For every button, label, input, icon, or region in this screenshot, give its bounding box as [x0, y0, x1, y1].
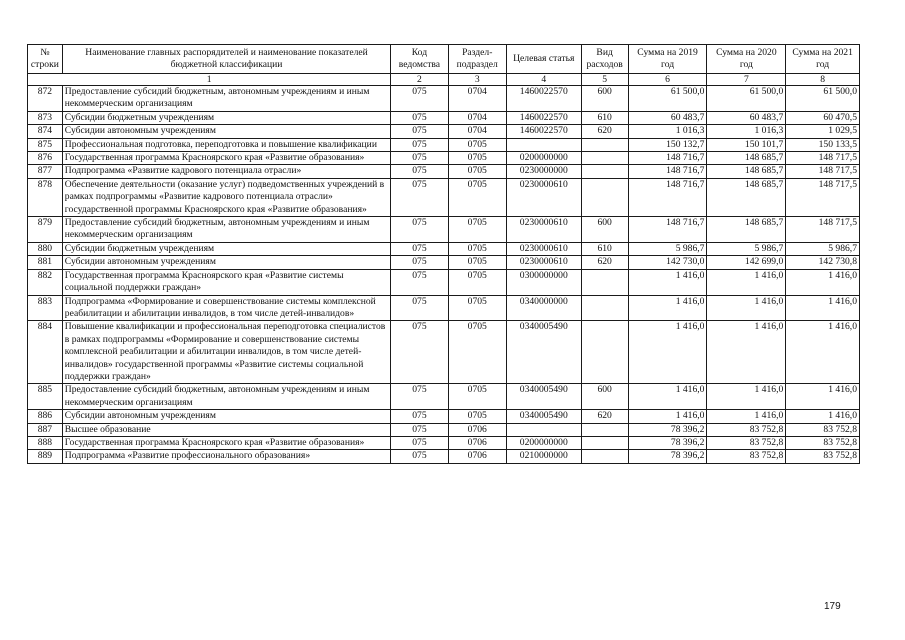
cell-name: Подпрограмма «Развитие кадрового потенциала отрасли» [62, 165, 391, 178]
cell-dept-code: 075 [391, 269, 448, 295]
cell-expense-type: 620 [581, 410, 628, 423]
cell-sum-2020: 1 416,0 [707, 295, 786, 321]
cell-dept-code: 075 [391, 111, 448, 124]
cell-row-number: 888 [28, 436, 63, 449]
cell-expense-type [581, 321, 628, 384]
table-row [28, 410, 860, 423]
cell-row-number: 878 [28, 178, 63, 216]
cell-sum-2019: 78 396,2 [628, 423, 707, 436]
cell-sum-2021: 148 717,5 [786, 217, 860, 243]
cell-expense-type [581, 269, 628, 295]
cell-sum-2019: 1 416,0 [628, 410, 707, 423]
cell-section: 0705 [448, 384, 506, 410]
cell-section: 0706 [448, 450, 506, 463]
cell-section: 0705 [448, 217, 506, 243]
cell-row-number: 883 [28, 295, 63, 321]
header-target-item: Целевая статья [506, 45, 581, 74]
table-row [28, 125, 860, 138]
cell-sum-2019: 142 730,0 [628, 256, 707, 269]
cell-sum-2021: 148 717,5 [786, 178, 860, 216]
cell-sum-2021: 61 500,0 [786, 86, 860, 112]
cell-sum-2020: 1 016,3 [707, 125, 786, 138]
cell-section: 0705 [448, 295, 506, 321]
cell-row-number: 877 [28, 165, 63, 178]
cell-target-item: 0340000000 [506, 295, 581, 321]
cell-target-item: 0200000000 [506, 152, 581, 165]
cell-name: Субсидии автономным учреждениям [62, 125, 391, 138]
cell-sum-2019: 61 500,0 [628, 86, 707, 112]
cell-target-item: 0230000000 [506, 165, 581, 178]
cell-name: Субсидии бюджетным учреждениям [62, 111, 391, 124]
column-number: 3 [448, 74, 506, 86]
cell-row-number: 875 [28, 138, 63, 151]
cell-name: Субсидии бюджетным учреждениям [62, 242, 391, 255]
cell-dept-code: 075 [391, 295, 448, 321]
cell-expense-type: 610 [581, 242, 628, 255]
cell-sum-2021: 83 752,8 [786, 436, 860, 449]
cell-name: Государственная программа Красноярского края «Развитие образования» [62, 152, 391, 165]
cell-expense-type: 620 [581, 125, 628, 138]
table-row [28, 111, 860, 124]
cell-sum-2019: 1 416,0 [628, 269, 707, 295]
header-name: Наименование главных распорядителей и наименование показателей бюджетной классификации [62, 45, 391, 74]
column-number-row [28, 74, 860, 86]
cell-expense-type [581, 165, 628, 178]
cell-sum-2020: 83 752,8 [707, 450, 786, 463]
table-row [28, 384, 860, 410]
column-number: 7 [707, 74, 786, 86]
table-row [28, 269, 860, 295]
cell-expense-type [581, 450, 628, 463]
cell-name: Предоставление субсидий бюджетным, автономным учреждениям и иным некоммерческим организациям [62, 384, 391, 410]
header-sum-2020: Сумма на 2020 год [707, 45, 786, 74]
cell-target-item: 0300000000 [506, 269, 581, 295]
cell-sum-2020: 148 685,7 [707, 178, 786, 216]
cell-section: 0705 [448, 256, 506, 269]
cell-section: 0705 [448, 178, 506, 216]
table-row [28, 423, 860, 436]
cell-sum-2020: 1 416,0 [707, 321, 786, 384]
header-dept-code: Код ведомства [391, 45, 448, 74]
cell-name: Высшее образование [62, 423, 391, 436]
cell-section: 0705 [448, 138, 506, 151]
column-number: 6 [628, 74, 707, 86]
cell-name: Повышение квалификации и профессиональная переподготовка специалистов в рамках подпрограммы «Формирование и совершенствование системы комплексной реабилитации и абилитации инвалидов, в том числе детей-инвалидов» государственной программы «Развитие системы социальной поддержки граждан» [62, 321, 391, 384]
cell-sum-2021: 83 752,8 [786, 450, 860, 463]
cell-sum-2019: 150 132,7 [628, 138, 707, 151]
cell-expense-type [581, 178, 628, 216]
cell-sum-2021: 1 416,0 [786, 384, 860, 410]
header-sum-2021: Сумма на 2021 год [786, 45, 860, 74]
cell-sum-2019: 148 716,7 [628, 217, 707, 243]
cell-dept-code: 075 [391, 242, 448, 255]
cell-row-number: 889 [28, 450, 63, 463]
cell-row-number: 876 [28, 152, 63, 165]
cell-row-number: 884 [28, 321, 63, 384]
cell-sum-2021: 1 029,5 [786, 125, 860, 138]
cell-sum-2020: 148 685,7 [707, 152, 786, 165]
cell-sum-2020: 60 483,7 [707, 111, 786, 124]
cell-sum-2019: 1 016,3 [628, 125, 707, 138]
header-sum-2019: Сумма на 2019 год [628, 45, 707, 74]
cell-name: Государственная программа Красноярского края «Развитие образования» [62, 436, 391, 449]
cell-sum-2020: 83 752,8 [707, 436, 786, 449]
cell-sum-2020: 1 416,0 [707, 384, 786, 410]
table-row [28, 178, 860, 216]
cell-expense-type [581, 436, 628, 449]
cell-target-item: 0340005490 [506, 410, 581, 423]
cell-sum-2020: 61 500,0 [707, 86, 786, 112]
table-row [28, 450, 860, 463]
header-section: Раздел-подраздел [448, 45, 506, 74]
cell-sum-2019: 148 716,7 [628, 165, 707, 178]
cell-expense-type: 610 [581, 111, 628, 124]
column-number: 1 [28, 74, 391, 86]
cell-target-item: 1460022570 [506, 86, 581, 112]
column-number: 2 [391, 74, 448, 86]
table-row [28, 321, 860, 384]
header-expense-type: Вид расходов [581, 45, 628, 74]
cell-sum-2021: 148 717,5 [786, 152, 860, 165]
cell-name: Предоставление субсидий бюджетным, автономным учреждениям и иным некоммерческим организациям [62, 86, 391, 112]
table-row [28, 256, 860, 269]
cell-sum-2021: 1 416,0 [786, 269, 860, 295]
cell-sum-2021: 5 986,7 [786, 242, 860, 255]
cell-sum-2021: 150 133,5 [786, 138, 860, 151]
cell-section: 0705 [448, 269, 506, 295]
budget-table [27, 44, 860, 464]
table-row [28, 152, 860, 165]
cell-expense-type: 600 [581, 86, 628, 112]
cell-name: Подпрограмма «Развитие профессионального образования» [62, 450, 391, 463]
cell-row-number: 873 [28, 111, 63, 124]
cell-sum-2021: 60 470,5 [786, 111, 860, 124]
cell-sum-2019: 5 986,7 [628, 242, 707, 255]
cell-target-item: 0340005490 [506, 321, 581, 384]
cell-expense-type [581, 423, 628, 436]
cell-target-item: 0230000610 [506, 256, 581, 269]
cell-name: Субсидии автономным учреждениям [62, 256, 391, 269]
cell-section: 0706 [448, 423, 506, 436]
cell-sum-2019: 148 716,7 [628, 152, 707, 165]
cell-name: Субсидии автономным учреждениям [62, 410, 391, 423]
cell-sum-2020: 1 416,0 [707, 269, 786, 295]
cell-expense-type: 600 [581, 217, 628, 243]
column-number: 8 [786, 74, 860, 86]
cell-sum-2020: 148 685,7 [707, 165, 786, 178]
cell-name: Предоставление субсидий бюджетным, автономным учреждениям и иным некоммерческим организациям [62, 217, 391, 243]
cell-row-number: 874 [28, 125, 63, 138]
cell-sum-2019: 1 416,0 [628, 295, 707, 321]
cell-dept-code: 075 [391, 321, 448, 384]
table-row [28, 295, 860, 321]
cell-target-item: 1460022570 [506, 111, 581, 124]
cell-sum-2020: 83 752,8 [707, 423, 786, 436]
cell-target-item: 0230000610 [506, 217, 581, 243]
table-row [28, 436, 860, 449]
cell-section: 0705 [448, 165, 506, 178]
cell-expense-type: 620 [581, 256, 628, 269]
cell-row-number: 885 [28, 384, 63, 410]
cell-dept-code: 075 [391, 384, 448, 410]
cell-section: 0706 [448, 436, 506, 449]
cell-expense-type: 600 [581, 384, 628, 410]
cell-name: Подпрограмма «Формирование и совершенствование системы комплексной реабилитации и абилитации инвалидов, в том числе детей-инвалидов» [62, 295, 391, 321]
cell-row-number: 881 [28, 256, 63, 269]
table-row [28, 86, 860, 112]
table-row [28, 217, 860, 243]
table-row [28, 138, 860, 151]
cell-dept-code: 075 [391, 125, 448, 138]
cell-section: 0705 [448, 321, 506, 384]
cell-sum-2019: 60 483,7 [628, 111, 707, 124]
cell-sum-2021: 1 416,0 [786, 410, 860, 423]
cell-sum-2019: 1 416,0 [628, 321, 707, 384]
cell-sum-2021: 1 416,0 [786, 321, 860, 384]
cell-target-item: 0230000610 [506, 178, 581, 216]
cell-sum-2019: 148 716,7 [628, 178, 707, 216]
cell-section: 0705 [448, 410, 506, 423]
cell-row-number: 882 [28, 269, 63, 295]
cell-target-item: 0340005490 [506, 384, 581, 410]
cell-sum-2020: 1 416,0 [707, 410, 786, 423]
cell-section: 0705 [448, 152, 506, 165]
cell-row-number: 886 [28, 410, 63, 423]
cell-target-item [506, 423, 581, 436]
cell-row-number: 880 [28, 242, 63, 255]
cell-dept-code: 075 [391, 423, 448, 436]
cell-target-item: 1460022570 [506, 125, 581, 138]
cell-section: 0704 [448, 125, 506, 138]
cell-sum-2019: 1 416,0 [628, 384, 707, 410]
table-body [28, 86, 860, 464]
table-header-row [28, 45, 860, 74]
cell-dept-code: 075 [391, 152, 448, 165]
cell-dept-code: 075 [391, 410, 448, 423]
cell-target-item: 0210000000 [506, 450, 581, 463]
cell-sum-2020: 150 101,7 [707, 138, 786, 151]
cell-sum-2019: 78 396,2 [628, 436, 707, 449]
cell-sum-2021: 83 752,8 [786, 423, 860, 436]
cell-sum-2020: 142 699,0 [707, 256, 786, 269]
cell-section: 0704 [448, 111, 506, 124]
cell-target-item: 0230000610 [506, 242, 581, 255]
cell-sum-2019: 78 396,2 [628, 450, 707, 463]
page-number: 179 [824, 601, 841, 612]
cell-sum-2021: 1 416,0 [786, 295, 860, 321]
cell-dept-code: 075 [391, 436, 448, 449]
cell-dept-code: 075 [391, 86, 448, 112]
cell-section: 0704 [448, 86, 506, 112]
cell-target-item [506, 138, 581, 151]
header-row-number: № строки [28, 45, 63, 74]
column-number: 5 [581, 74, 628, 86]
cell-dept-code: 075 [391, 217, 448, 243]
cell-sum-2020: 148 685,7 [707, 217, 786, 243]
cell-expense-type [581, 138, 628, 151]
cell-dept-code: 075 [391, 178, 448, 216]
cell-section: 0705 [448, 242, 506, 255]
table-row [28, 165, 860, 178]
cell-row-number: 872 [28, 86, 63, 112]
cell-expense-type [581, 152, 628, 165]
cell-row-number: 879 [28, 217, 63, 243]
cell-dept-code: 075 [391, 256, 448, 269]
cell-name: Обеспечение деятельности (оказание услуг) подведомственных учреждений в рамках подпрограммы «Развитие кадрового потенциала отрасли» государственной программы Красноярского края «Развитие образования» [62, 178, 391, 216]
cell-expense-type [581, 295, 628, 321]
cell-target-item: 0200000000 [506, 436, 581, 449]
cell-dept-code: 075 [391, 138, 448, 151]
table-row [28, 242, 860, 255]
cell-dept-code: 075 [391, 450, 448, 463]
cell-sum-2021: 148 717,5 [786, 165, 860, 178]
cell-name: Государственная программа Красноярского края «Развитие системы социальной поддержки граждан» [62, 269, 391, 295]
cell-dept-code: 075 [391, 165, 448, 178]
column-number: 4 [506, 74, 581, 86]
cell-row-number: 887 [28, 423, 63, 436]
cell-name: Профессиональная подготовка, переподготовка и повышение квалификации [62, 138, 391, 151]
cell-sum-2020: 5 986,7 [707, 242, 786, 255]
cell-sum-2021: 142 730,8 [786, 256, 860, 269]
